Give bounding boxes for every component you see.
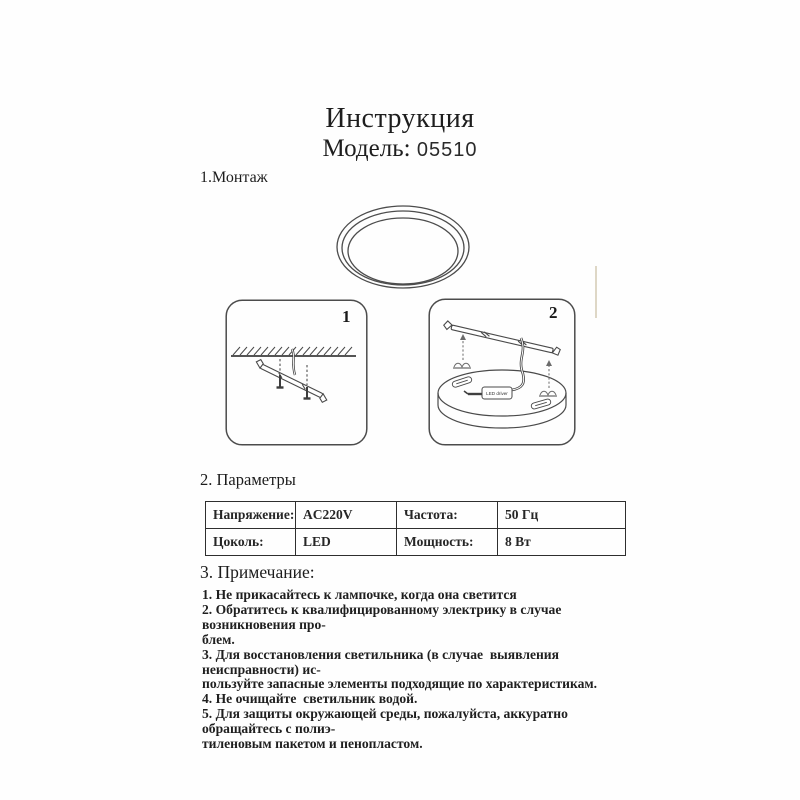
section-heading-notes: 3. Примечание: (200, 562, 315, 582)
param-label-power: Мощность: (397, 529, 498, 556)
note-line: 3. Для восстановления светильника (в случае выявления неисправности) ис- (202, 646, 563, 677)
note-line: 1. Не прикасайтесь к лампочке, когда она светится (202, 587, 517, 602)
scan-artifact-line (595, 266, 597, 318)
table-row (206, 502, 626, 529)
mounting-bracket (443, 320, 561, 355)
step2-number: 2 (549, 303, 558, 322)
mounting-bracket (253, 358, 330, 403)
model-number: 05510 (416, 139, 478, 161)
note-line: 5. Для защиты окружающей среды, пожалуйста, аккуратно обращайтесь с полиэ- (202, 706, 572, 737)
section-heading-parameters: 2. Параметры (200, 470, 296, 489)
note-line: 4. Не очищайте светильник водой. (202, 691, 418, 707)
param-label-socket: Цоколь: (206, 529, 296, 556)
page-title: Инструкция (325, 103, 475, 134)
param-value-socket: LED (296, 529, 397, 556)
param-value-voltage: AC220V (296, 502, 397, 529)
note-line: 2. Обратитесь к квалифицированному электрику в случае возникновения про- (202, 601, 565, 632)
param-label-frequency: Частота: (397, 502, 498, 529)
arrow-screw-left (453, 334, 471, 368)
note-line: блем. (202, 631, 235, 647)
arrow-screw-right (539, 360, 557, 396)
table-row (206, 529, 626, 556)
model-label: Модель: (322, 135, 411, 162)
note-line: пользуйте запасные элементы подходящие по характеристикам. (202, 676, 598, 692)
section-heading-mounting: 1.Монтаж (200, 169, 268, 186)
step1-number: 1 (342, 307, 351, 326)
param-value-frequency: 50 Гц (498, 502, 626, 529)
parameters-table (205, 501, 626, 556)
param-label-voltage: Напряжение: (206, 502, 296, 529)
param-value-power: 8 Вт (498, 529, 626, 556)
screw-right (304, 365, 311, 399)
model-line (200, 135, 600, 163)
ceiling-lamp-illustration (333, 203, 473, 295)
led-driver (464, 387, 512, 399)
base-slot-right (531, 398, 552, 409)
note-line: тиленовым пакетом и пенопластом. (202, 736, 423, 752)
led-driver-label: LED driver (486, 391, 508, 396)
cable-line (512, 338, 524, 390)
notes-list (202, 588, 638, 752)
